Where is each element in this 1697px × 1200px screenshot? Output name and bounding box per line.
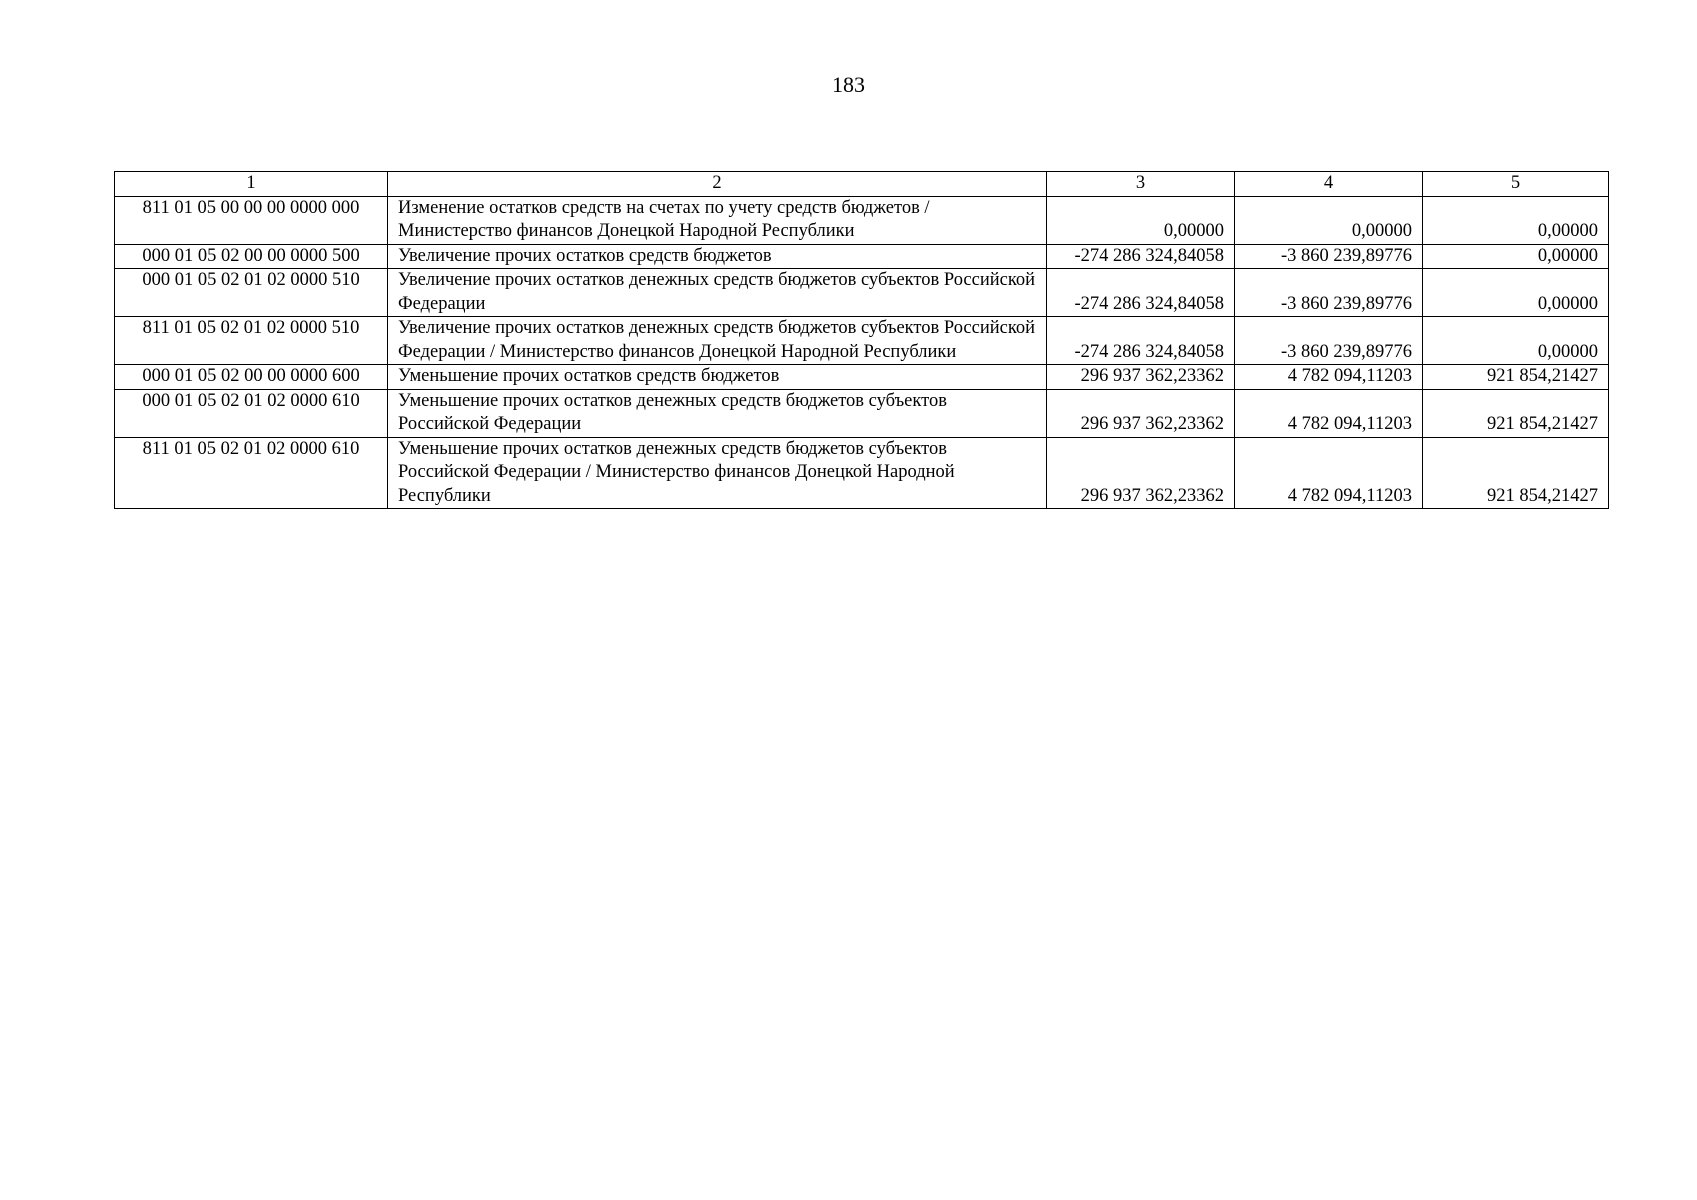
table-row	[115, 196, 1609, 244]
amount-col5-cell: 921 854,21427	[1423, 437, 1609, 509]
amount-col5-cell: 0,00000	[1423, 269, 1609, 317]
column-header-4: 4	[1235, 172, 1423, 197]
column-header-2: 2	[388, 172, 1047, 197]
budget-code-cell: 811 01 05 00 00 00 0000 000	[115, 196, 388, 244]
budget-code-cell: 000 01 05 02 00 00 0000 600	[115, 365, 388, 390]
budget-code-cell: 811 01 05 02 01 02 0000 510	[115, 317, 388, 365]
amount-col3-cell: -274 286 324,84058	[1047, 244, 1235, 269]
amount-col4-cell: -3 860 239,89776	[1235, 244, 1423, 269]
column-header-3: 3	[1047, 172, 1235, 197]
budget-sources-table	[114, 171, 1609, 509]
description-cell: Уменьшение прочих остатков денежных средств бюджетов субъектов Российской Федерации / Министерство финансов Донецкой Народной Республики	[388, 437, 1047, 509]
amount-col3-cell: -274 286 324,84058	[1047, 317, 1235, 365]
column-header-1: 1	[115, 172, 388, 197]
amount-col5-cell: 0,00000	[1423, 196, 1609, 244]
description-cell: Изменение остатков средств на счетах по учету средств бюджетов / Министерство финансов Донецкой Народной Республики	[388, 196, 1047, 244]
amount-col3-cell: 296 937 362,23362	[1047, 389, 1235, 437]
table-row	[115, 244, 1609, 269]
table-row	[115, 317, 1609, 365]
table-header-row	[115, 172, 1609, 197]
budget-code-cell: 811 01 05 02 01 02 0000 610	[115, 437, 388, 509]
table-row	[115, 269, 1609, 317]
budget-code-cell: 000 01 05 02 01 02 0000 610	[115, 389, 388, 437]
page-number: 183	[832, 72, 865, 97]
amount-col4-cell: -3 860 239,89776	[1235, 317, 1423, 365]
description-cell: Уменьшение прочих остатков средств бюджетов	[388, 365, 1047, 390]
budget-code-cell: 000 01 05 02 01 02 0000 510	[115, 269, 388, 317]
description-cell: Увеличение прочих остатков денежных средств бюджетов субъектов Российской Федерации	[388, 269, 1047, 317]
amount-col4-cell: -3 860 239,89776	[1235, 269, 1423, 317]
table-row	[115, 365, 1609, 390]
amount-col3-cell: -274 286 324,84058	[1047, 269, 1235, 317]
amount-col3-cell: 296 937 362,23362	[1047, 437, 1235, 509]
amount-col3-cell: 296 937 362,23362	[1047, 365, 1235, 390]
budget-code-cell: 000 01 05 02 00 00 0000 500	[115, 244, 388, 269]
amount-col5-cell: 921 854,21427	[1423, 365, 1609, 390]
amount-col5-cell: 0,00000	[1423, 244, 1609, 269]
amount-col4-cell: 4 782 094,11203	[1235, 437, 1423, 509]
amount-col3-cell: 0,00000	[1047, 196, 1235, 244]
amount-col5-cell: 0,00000	[1423, 317, 1609, 365]
table-row	[115, 389, 1609, 437]
description-cell: Увеличение прочих остатков средств бюджетов	[388, 244, 1047, 269]
amount-col4-cell: 4 782 094,11203	[1235, 365, 1423, 390]
table-row	[115, 437, 1609, 509]
amount-col4-cell: 4 782 094,11203	[1235, 389, 1423, 437]
description-cell: Увеличение прочих остатков денежных средств бюджетов субъектов Российской Федерации / Министерство финансов Донецкой Народной Республики	[388, 317, 1047, 365]
amount-col4-cell: 0,00000	[1235, 196, 1423, 244]
description-cell: Уменьшение прочих остатков денежных средств бюджетов субъектов Российской Федерации	[388, 389, 1047, 437]
column-header-5: 5	[1423, 172, 1609, 197]
amount-col5-cell: 921 854,21427	[1423, 389, 1609, 437]
